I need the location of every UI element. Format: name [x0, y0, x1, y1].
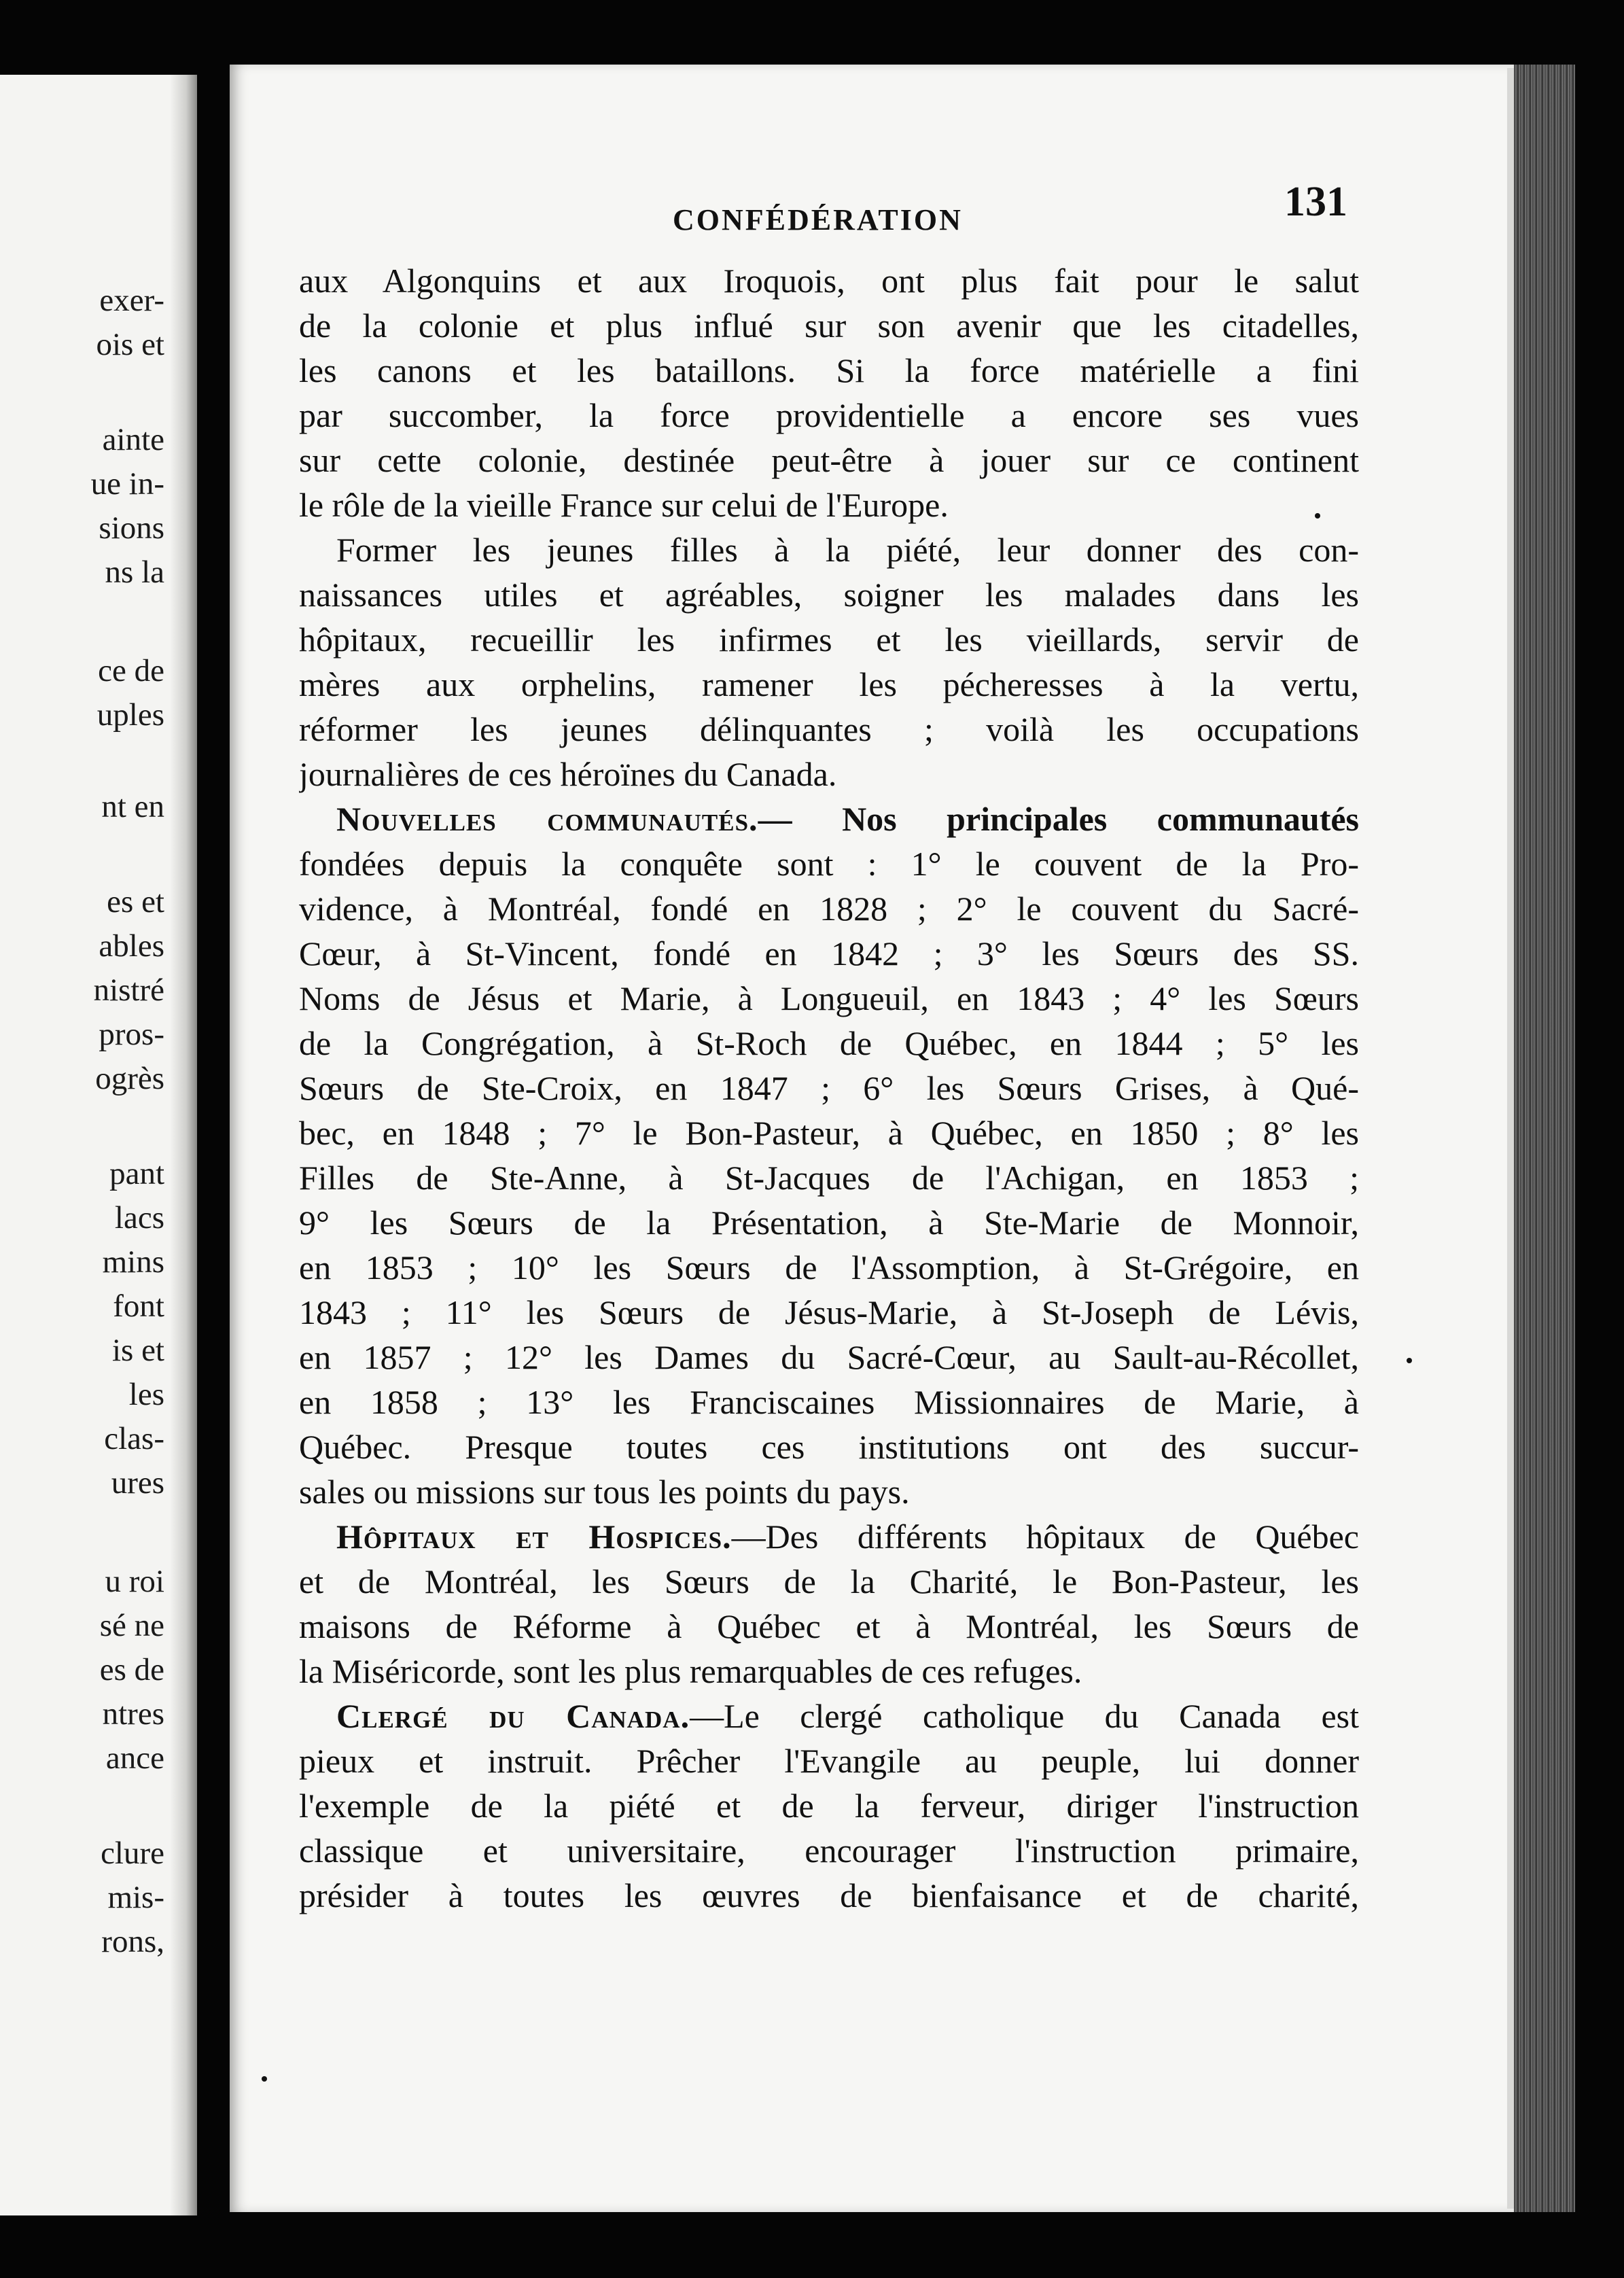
text-line: aux Algonquins et aux Iroquois, ont plus fait pour le salut [299, 262, 1359, 300]
left-page-fragment: clure [101, 1836, 164, 1871]
left-page-fragment: clas- [104, 1421, 164, 1456]
left-page-fragment: lacs [114, 1200, 164, 1236]
left-page-fragment: ainte [102, 422, 164, 457]
text-line: naissances utiles et agréables, soigner les malades dans les [299, 576, 1359, 614]
text-line: en 1857 ; 12° les Dames du Sacré-Cœur, au Sault-au-Récollet, [299, 1338, 1359, 1376]
left-page-fragment: pant [109, 1156, 164, 1191]
scan-speck [1315, 513, 1320, 519]
left-page-fragment: mins [102, 1244, 164, 1280]
text-line: bec, en 1848 ; 7° le Bon-Pasteur, à Québec, en 1850 ; 8° les [299, 1114, 1359, 1152]
left-page-fragment: ogrès [95, 1061, 164, 1096]
text-line: maisons de Réforme à Québec et à Montréal, les Sœurs de [299, 1607, 1359, 1645]
page-number: 131 [1284, 179, 1347, 225]
left-page-fragment: ntres [102, 1696, 164, 1732]
text-line: classique et universitaire, encourager l'instruction primaire, [299, 1832, 1359, 1870]
left-page-fragment: rons, [101, 1924, 164, 1959]
text-line: le rôle de la vieille France sur celui de l'Europe. [299, 486, 949, 524]
left-page-fragment: pros- [99, 1017, 164, 1052]
text-line: fondées depuis la conquête sont : 1° le couvent de la Pro- [299, 845, 1359, 883]
left-page-fragment: ures [111, 1465, 164, 1501]
left-page-fragment: ois et [96, 327, 164, 362]
text-line: vidence, à Montréal, fondé en 1828 ; 2° le couvent du Sacré- [299, 890, 1359, 928]
left-page-fragment: ce de [98, 653, 164, 688]
left-page-fragment: ue in- [90, 466, 164, 502]
text-line: hôpitaux, recueillir les infirmes et les vieillards, servir de [299, 620, 1359, 659]
paragraph-heading-line [299, 796, 1359, 841]
left-page-fragment: mis- [107, 1880, 164, 1915]
text-line: 9° les Sœurs de la Présentation, à Ste-Marie de Monnoir, [299, 1204, 1359, 1242]
left-page-fragment: sé ne [99, 1608, 164, 1643]
heading-continuation: —Le clergé catholique du Canada est [690, 1697, 1359, 1735]
text-line: Québec. Presque toutes ces institutions ont des succur- [299, 1428, 1359, 1466]
paragraph-heading-line [299, 1514, 1359, 1559]
left-page-fragment: sions [99, 510, 164, 546]
text-line: sur cette colonie, destinée peut-être à jouer sur ce continent [299, 441, 1359, 479]
text-line: 1843 ; 11° les Sœurs de Jésus-Marie, à St-Joseph de Lévis, [299, 1293, 1359, 1331]
section-heading-clerge: Clergé du Canada. [336, 1697, 690, 1735]
left-page-fragment: ns la [105, 555, 164, 590]
page-edges [1514, 65, 1575, 2212]
left-page-fragment: ance [105, 1740, 164, 1776]
text-line: journalières de ces héroïnes du Canada. [299, 755, 837, 793]
text-line: la Miséricorde, sont les plus remarquables de ces refuges. [299, 1652, 1082, 1690]
left-page-fragment: ables [99, 928, 164, 964]
left-page-fragment: es de [99, 1652, 164, 1687]
left-page-fragment: u roi [105, 1564, 164, 1599]
scan-speck [262, 2076, 267, 2082]
left-page-fragment: nt en [101, 789, 164, 824]
text-line: réformer les jeunes délinquantes ; voilà les occupations [299, 710, 1359, 748]
left-page-fragment: font [113, 1289, 164, 1324]
heading-continuation: —Des différents hôpitaux de Québec [731, 1518, 1359, 1556]
text-line: pieux et instruit. Prêcher l'Evangile au peuple, lui donner [299, 1742, 1359, 1780]
running-head: CONFÉDÉRATION [673, 203, 963, 236]
text-line: l'exemple de la piété et de la ferveur, diriger l'instruction [299, 1787, 1359, 1825]
left-page-fragment: uples [96, 697, 164, 733]
text-line: sales ou missions sur tous les points du pays. [299, 1473, 910, 1511]
scan-speck [1407, 1358, 1412, 1363]
left-facing-page [0, 75, 197, 2215]
text-line: par succomber, la force providentielle a encore ses vues [299, 396, 1359, 434]
page-gutter [170, 75, 197, 2215]
text-line: Cœur, à St-Vincent, fondé en 1842 ; 3° les Sœurs des SS. [299, 934, 1359, 972]
text-line: de la colonie et plus influé sur son avenir que les citadelles, [299, 306, 1359, 345]
text-line: les canons et les bataillons. Si la force matérielle a fini [299, 351, 1359, 389]
text-line: présider à toutes les œuvres de bienfaisance et de charité, [299, 1876, 1359, 1914]
text-line: en 1858 ; 13° les Franciscaines Missionnaires de Marie, à [299, 1383, 1359, 1421]
text-line: mères aux orphelins, ramener les pécheresses à la vertu, [299, 665, 1359, 703]
left-page-fragment: nistré [93, 972, 164, 1008]
text-line: Filles de Ste-Anne, à St-Jacques de l'Achigan, en 1853 ; [299, 1159, 1359, 1197]
left-page-fragment: exer- [99, 283, 164, 318]
text-line: Sœurs de Ste-Croix, en 1847 ; 6° les Sœurs Grises, à Qué- [299, 1069, 1359, 1107]
paragraph-heading-line [299, 1694, 1359, 1738]
text-line: Noms de Jésus et Marie, à Longueuil, en 1843 ; 4° les Sœurs [299, 979, 1359, 1017]
text-line: Former les jeunes filles à la piété, leur donner des con- [336, 531, 1359, 569]
left-page-fragment: es et [107, 884, 164, 919]
text-line: en 1853 ; 10° les Sœurs de l'Assomption, à St-Grégoire, en [299, 1248, 1359, 1286]
text-line: et de Montréal, les Sœurs de la Charité, le Bon-Pasteur, les [299, 1562, 1359, 1600]
left-page-fragment: les [128, 1377, 164, 1412]
text-line: de la Congrégation, à St-Roch de Québec, en 1844 ; 5° les [299, 1024, 1359, 1062]
left-page-fragment: is et [111, 1333, 164, 1368]
heading-continuation: — Nos principales communautés [758, 800, 1359, 838]
section-heading-nouvelles: Nouvelles communautés. [336, 800, 758, 838]
section-heading-hopitaux: Hôpitaux et Hospices. [336, 1518, 732, 1556]
